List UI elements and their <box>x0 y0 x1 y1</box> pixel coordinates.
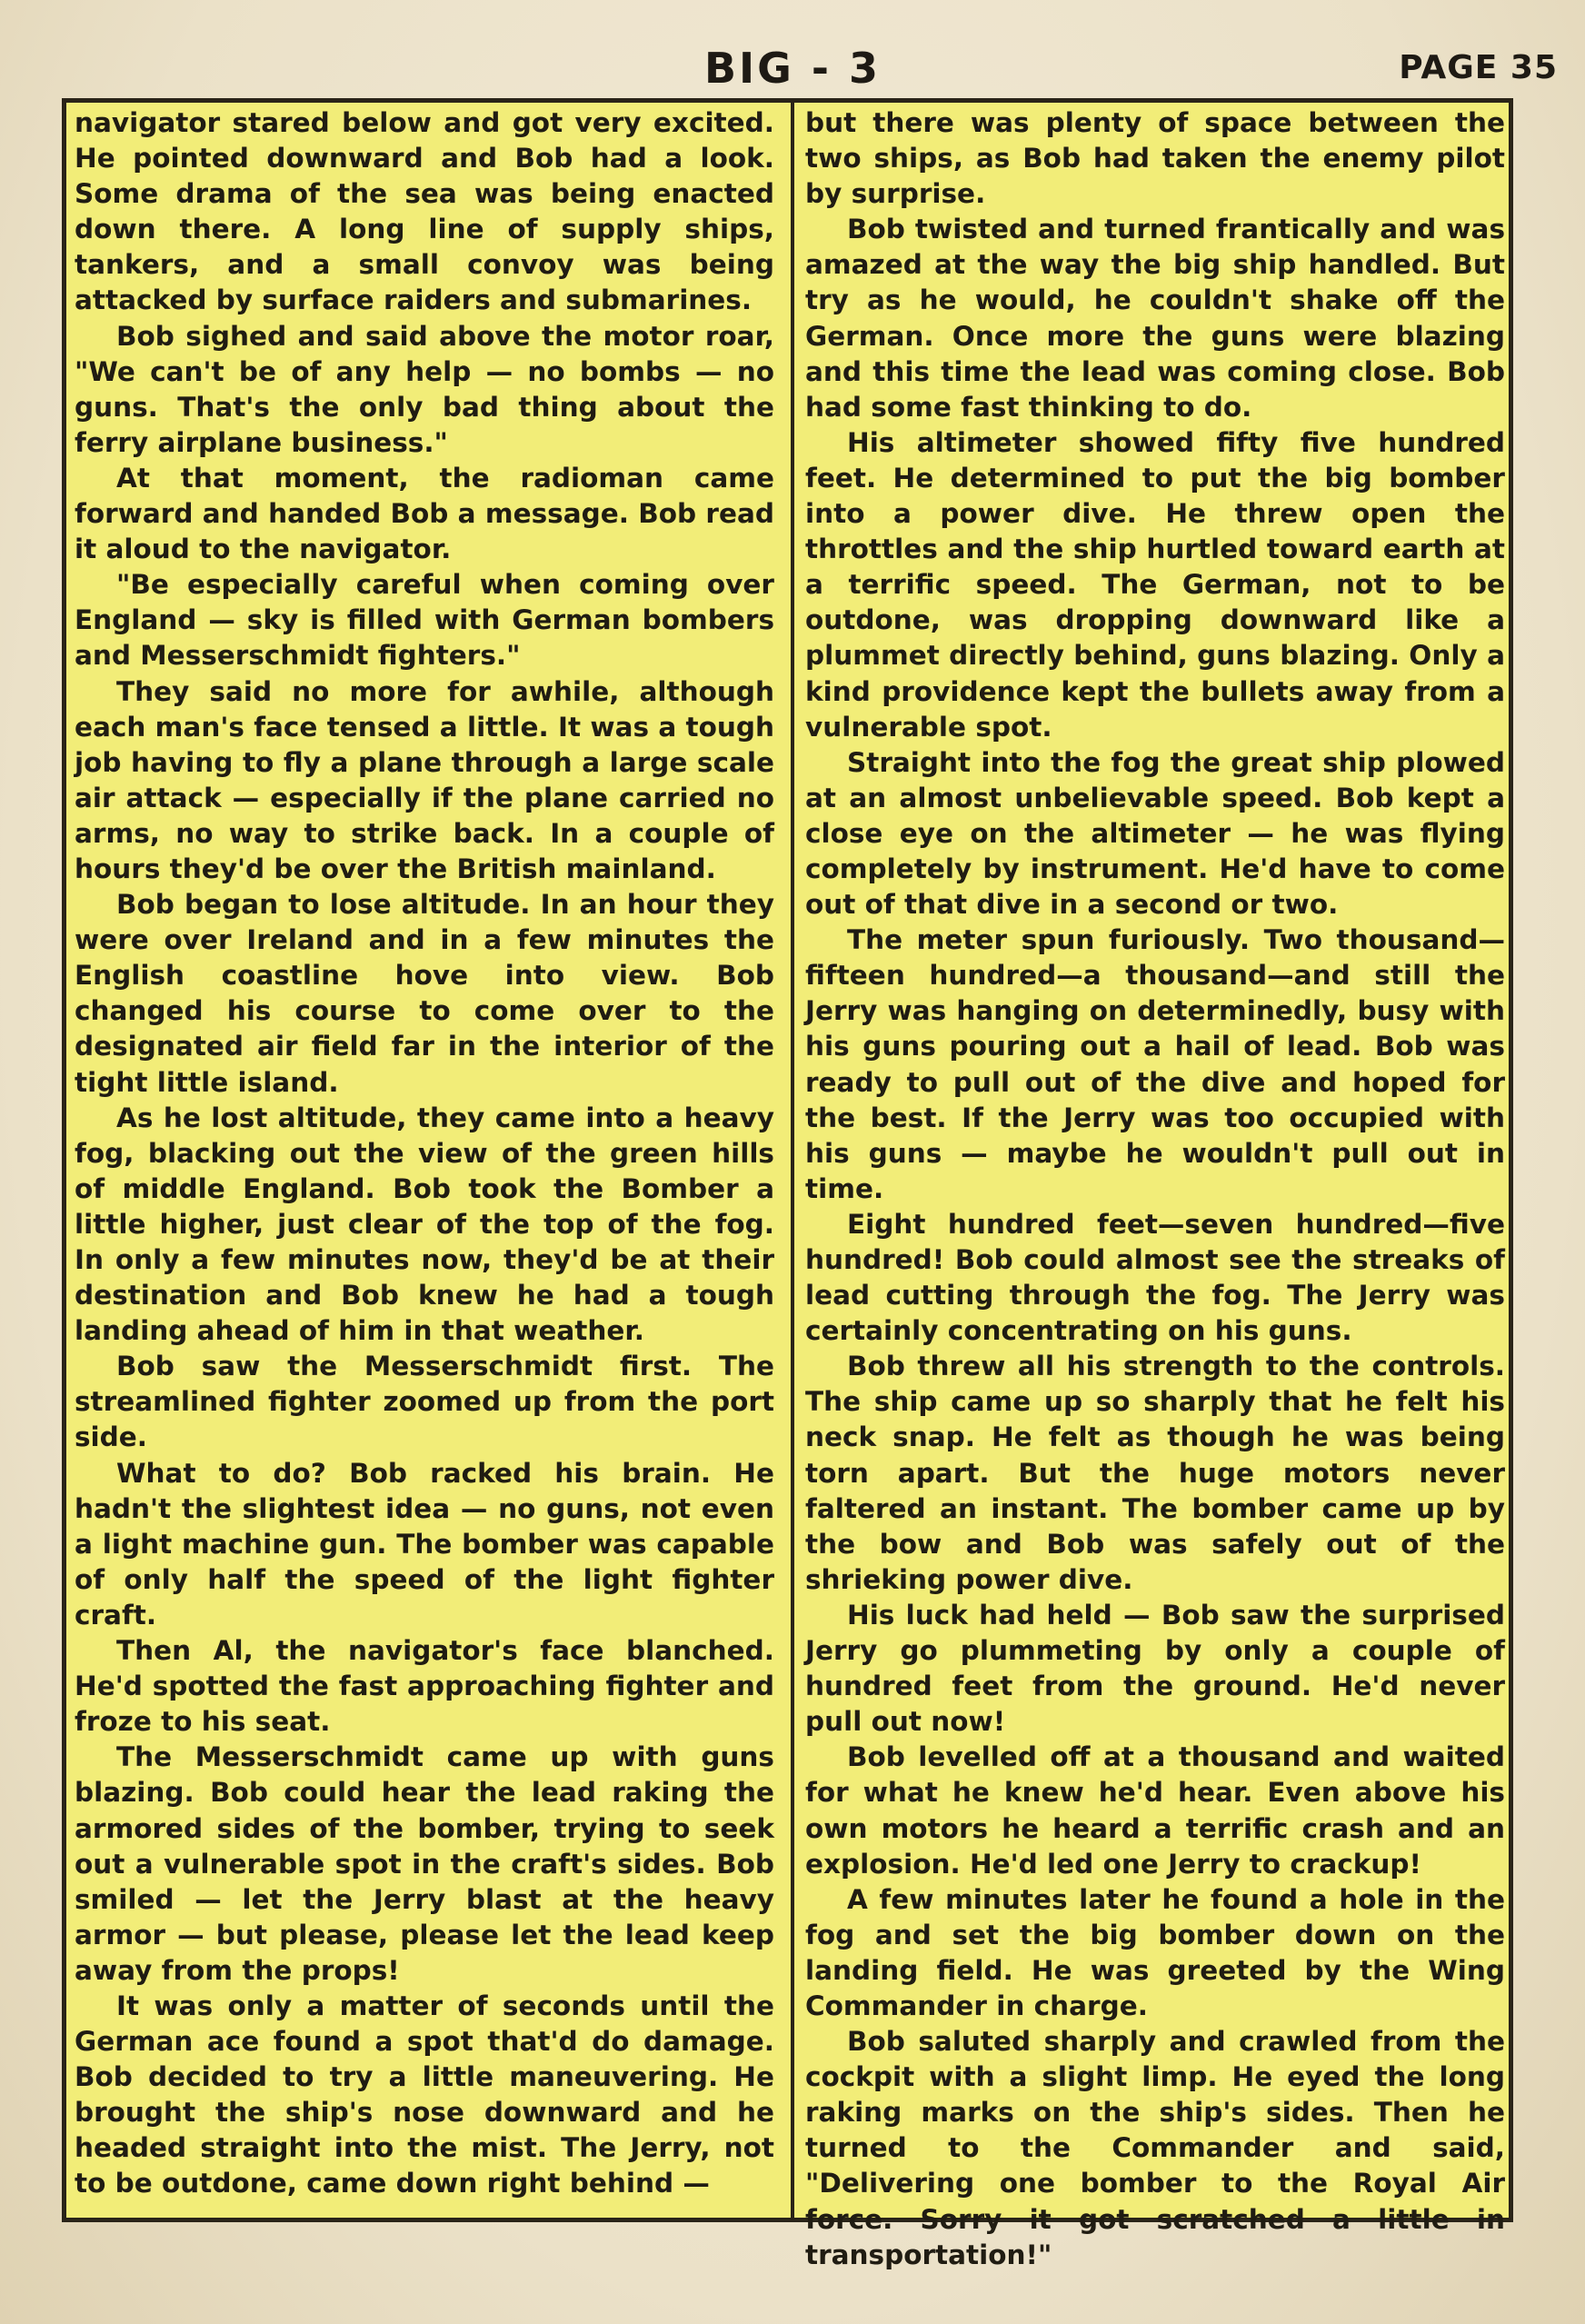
story-column-left <box>75 105 774 2214</box>
paragraph: but there was plenty of space between the two ships, as Bob had taken the enemy pilot by surprise. <box>805 107 1505 210</box>
paragraph: At that moment, the radioman came forward and handed Bob a message. Bob read it aloud to the navigator. <box>75 462 774 565</box>
paragraph: Bob began to lose altitude. In an hour they were over Ireland and in a few minutes the English coastline hove into view. Bob changed his course to come over to the designated air field far in the interior of the tight little island. <box>75 889 774 1098</box>
paragraph: As he lost altitude, they came into a heavy fog, blacking out the view of the green hills of middle England. Bob took the Bomber a little higher, just clear of the top of the fog. In only a few minutes now, they'd be at their destination and Bob knew he had a tough landing ahead of him in that weather. <box>75 1102 774 1347</box>
paragraph: The Messerschmidt came up with guns blazing. Bob could hear the lead raking the armored sides of the bomber, trying to seek out a vulnerable spot in the craft's sides. Bob smiled — let the Jerry blast at the heavy armor — but please, please let the lead keep away from the props! <box>75 1741 774 1986</box>
paragraph: His luck had held — Bob saw the surprised Jerry go plummeting by only a couple of hundred feet from the ground. He'd never pull out now! <box>805 1599 1505 1738</box>
paragraph: Bob twisted and turned frantically and was amazed at the way the big ship handled. But try as he would, he couldn't shake off the German. Once more the guns were blazing and this time the lead was coming close. Bob had some fast thinking to do. <box>805 214 1505 423</box>
paragraph: It was only a matter of seconds until the German ace found a spot that'd do damage. Bob decided to try a little maneuvering. He brought the ship's nose downward and he headed straight into the mist. The Jerry, not to be outdone, came down right behind — <box>75 1990 774 2199</box>
story-column-right <box>805 105 1505 2270</box>
paragraph: Bob sighed and said above the motor roar, "We can't be of any help — no bombs — no guns. That's the only bad thing about the ferry airplane business." <box>75 320 774 458</box>
paragraph: Bob saluted sharply and crawled from the cockpit with a slight limp. He eyed the long raking marks on the ship's sides. Then he turned to the Commander and said, "Delivering one bomber to the Royal Air force. Sorry it got scratched a little in transportation!" <box>805 2026 1505 2270</box>
paragraph: Straight into the fog the great ship plowed at an almost unbelievable speed. Bob kept a close eye on the altimeter — he was flying completely by instrument. He'd have to come out of that dive in a second or two. <box>805 746 1505 921</box>
paragraph: His altimeter showed fifty five hundred feet. He determined to put the big bomber into a power dive. He threw open the throttles and the ship hurtled toward earth at a terrific speed. The German, not to be outdone, was dropping downward like a plummet directly behind, guns blazing. Only a kind providence kept the bullets away from a vulnerable spot. <box>805 426 1505 743</box>
page-header-title: BIG - 3 <box>703 44 882 93</box>
paragraph: Eight hundred feet—seven hundred—five hundred! Bob could almost see the streaks of lead cutting through the fog. The Jerry was certainly concentrating on his guns. <box>805 1208 1505 1347</box>
paragraph: A few minutes later he found a hole in the fog and set the big bomber down on the landing field. He was greeted by the Wing Commander in charge. <box>805 1883 1505 2021</box>
paragraph: Then Al, the navigator's face blanched. He'd spotted the fast approaching fighter and froze to his seat. <box>75 1635 774 1738</box>
page-number: PAGE 35 <box>1399 49 1558 86</box>
paragraph: navigator stared below and got very excited. He pointed downward and Bob had a look. Some drama of the sea was being enacted down there. A long line of supply ships, tankers, and a small convoy was being attacked by surface raiders and submarines. <box>75 107 774 316</box>
paragraph: What to do? Bob racked his brain. He hadn't the slightest idea — no guns, not even a light machine gun. The bomber was capable of only half the speed of the light fighter craft. <box>75 1457 774 1631</box>
column-divider <box>791 102 794 2219</box>
paragraph: The meter spun furiously. Two thousand—fifteen hundred—a thousand—and still the Jerry was hanging on determinedly, busy with his guns pouring out a hail of lead. Bob was ready to pull out of the dive and hoped for the best. If the Jerry was too occupied with his guns — maybe he wouldn't pull out in time. <box>805 924 1505 1204</box>
paragraph: Bob levelled off at a thousand and waited for what he knew he'd hear. Even above his own motors he heard a terrific crash and an explosion. He'd led one Jerry to crackup! <box>805 1741 1505 1880</box>
paragraph: Bob threw all his strength to the controls. The ship came up so sharply that he felt his neck snap. He felt as though he was being torn apart. But the huge motors never faltered an instant. The bomber came up by the bow and Bob was safely out of the shrieking power dive. <box>805 1351 1505 1595</box>
paragraph: Bob saw the Messerschmidt first. The streamlined fighter zoomed up from the port side. <box>75 1351 774 1453</box>
paragraph: They said no more for awhile, although each man's face tensed a little. It was a tough job having to fly a plane through a large scale air attack — especially if the plane carried no arms, no way to strike back. In a couple of hours they'd be over the British mainland. <box>75 675 774 884</box>
paragraph: "Be especially careful when coming over England — sky is filled with German bombers and Messerschmidt fighters." <box>75 569 774 672</box>
